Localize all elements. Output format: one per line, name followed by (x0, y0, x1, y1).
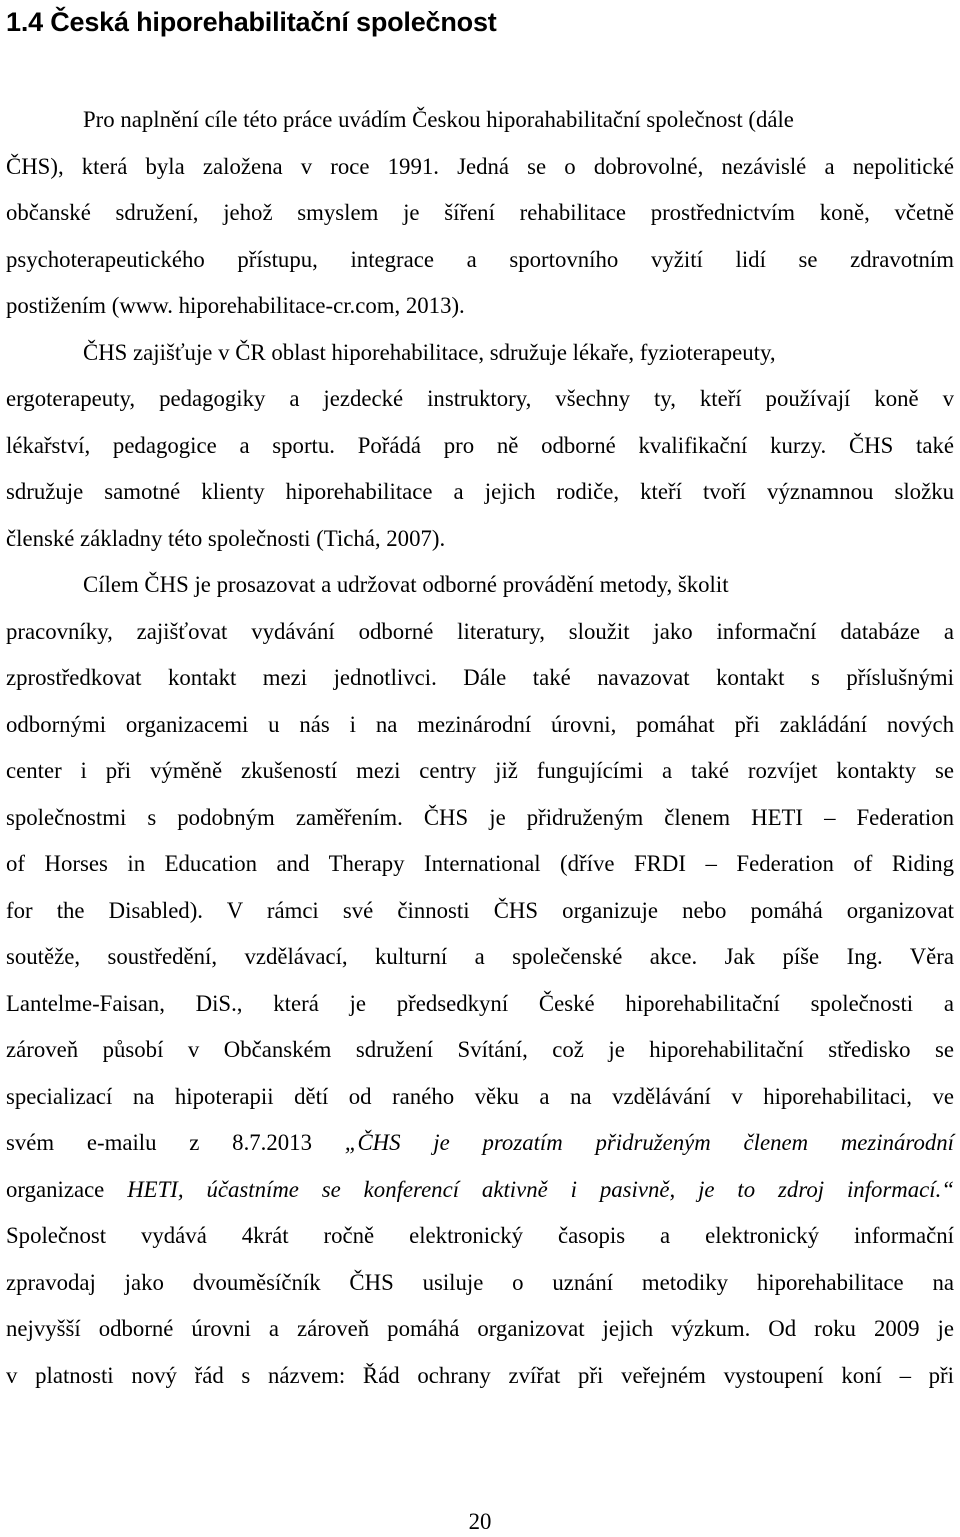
paragraph-line: soutěže, soustředění, vzdělávací, kulturní a společenské akce. Jak píše Ing. Věra (6, 944, 954, 969)
paragraph-line: členské základny této společnosti (Tichá, 2007). (6, 525, 446, 551)
paragraph-line: zprostředkovat kontakt mezi jednotlivci. Dále také navazovat kontakt s příslušnými (6, 665, 954, 690)
quote-lead-word: organizace (6, 1176, 105, 1202)
paragraph-line (6, 1167, 954, 1214)
paragraph-line: ČHS), která byla založena v roce 1991. Jedná se o dobrovolné, nezávislé a nepolitické (6, 153, 954, 179)
paragraph-line: psychoterapeutického přístupu, integrace a sportovního vyžití lidí se zdravotním (6, 246, 954, 272)
page-number: 20 (468, 1509, 492, 1534)
quote-text: HETI, účastníme se konferencí aktivně i pasivně, je to zdroj informací. (127, 1176, 942, 1202)
paragraph-line: zároveň působí v Občanském sdružení Svítání, což je hiporehabilitační středisko se (6, 1037, 954, 1062)
paragraph-line: Cílem ČHS je prosazovat a udržovat odborné provádění metody, školit (83, 572, 729, 597)
quote-text: „ČHS je prozatím přidruženým členem mezinárodní (344, 1130, 954, 1155)
email-reference: svém e-mailu z 8.7.2013 (6, 1130, 312, 1155)
paragraph-line: v platnosti nový řád s názvem: Řád ochrany zvířat při veřejném vystoupení koní – při (6, 1362, 954, 1388)
paragraph-line: of Horses in Education and Therapy International (dříve FRDI – Federation of Riding (6, 851, 954, 876)
paragraph-line: ergoterapeuty, pedagogiky a jezdecké instruktory, všechny ty, kteří používají koně v (6, 386, 954, 411)
paragraph-line: odbornými organizacemi u nás i na mezinárodní úrovni, pomáhat při zakládání nových (6, 711, 954, 737)
paragraph-line: postižením (www. hiporehabilitace-cr.com, 2013). (6, 293, 465, 318)
paragraph-line: zpravodaj jako dvouměsíčník ČHS usiluje o uznání metodiky hiporehabilitace na (6, 1269, 954, 1295)
paragraph-line (6, 1120, 954, 1167)
section-heading: 1.4 Česká hiporehabilitační společnost (6, 7, 497, 37)
paragraph-line: for the Disabled). V rámci své činnosti ČHS organizuje nebo pomáhá organizovat (6, 897, 954, 923)
paragraph-line: společnostmi s podobným zaměřením. ČHS je přidruženým členem HETI – Federation (6, 804, 954, 830)
paragraph-line: Společnost vydává 4krát ročně elektronický časopis a elektronický informační (6, 1223, 954, 1248)
paragraph-line: nejvyšší odborné úrovni a zároveň pomáhá organizovat jejich výzkum. Od roku 2009 je (6, 1316, 954, 1341)
body-text (6, 97, 954, 1399)
paragraph-line: Pro naplnění cíle této práce uvádím Českou hiporahabilitační společnost (dále (83, 107, 794, 132)
paragraph-line: pracovníky, zajišťovat vydávání odborné literatury, sloužit jako informační databáze a (6, 618, 954, 644)
paragraph-line: občanské sdružení, jehož smyslem je šíření rehabilitace prostřednictvím koně, včetně (6, 200, 954, 225)
paragraph-line: center i při výměně zkušeností mezi centry již fungujícími a také rozvíjet kontakty se (6, 758, 954, 783)
paragraph-line: ČHS zajišťuje v ČR oblast hiporehabilitace, sdružuje lékaře, fyzioterapeuty, (83, 339, 776, 365)
paragraph-line: specializací na hipoterapii dětí od raného věku a na vzdělávání v hiporehabilitaci, ve (6, 1083, 954, 1109)
paragraph-line: sdružuje samotné klienty hiporehabilitace a jejich rodiče, kteří tvoří významnou složku (6, 479, 954, 504)
paragraph-line: lékařství, pedagogice a sportu. Pořádá pro ně odborné kvalifikační kurzy. ČHS také (6, 432, 954, 458)
quote-close-mark: “ (941, 1176, 955, 1202)
paragraph-line: Lantelme-Faisan, DiS., která je předsedkyní České hiporehabilitační společnosti a (6, 990, 954, 1016)
